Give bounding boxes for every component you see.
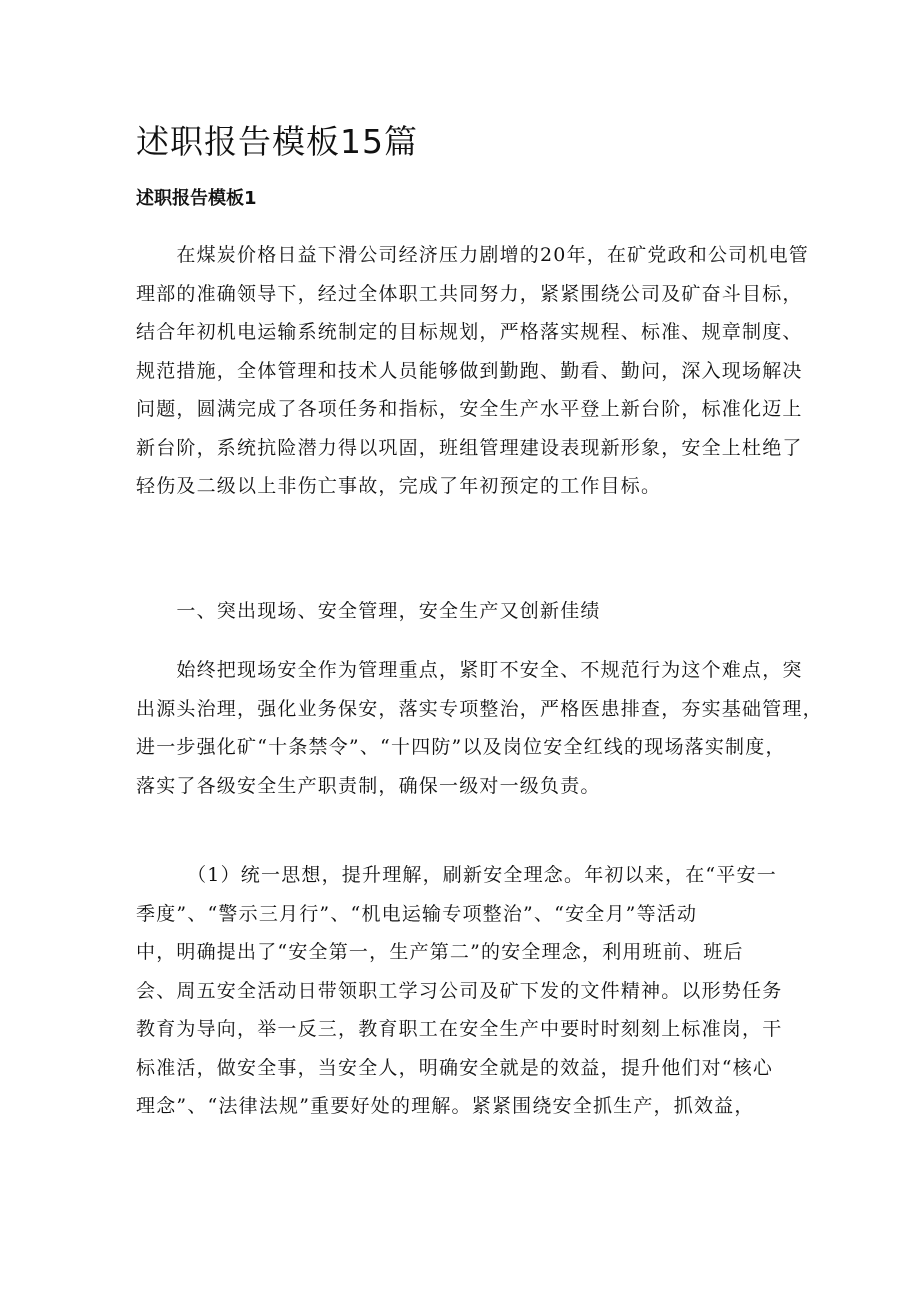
paragraph-line: 落实了各级安全生产职责制，确保一级对一级负责。 [136,774,601,797]
document-subtitle: 述职报告模板1 [136,188,257,209]
paragraph-line: 规范措施，全体管理和技术人员能够做到勤跑、勤看、勤问，深入现场解决 [136,359,803,382]
paragraph-line: 季度”、“警示三月行”、“机电运输专项整治”、“安全月”等活动 [136,902,698,925]
paragraph-line: 中，明确提出了“安全第一，生产第二”的安全理念，利用班前、班后 [136,941,744,963]
paragraph-line: 新台阶，系统抗险潜力得以巩固，班组管理建设表现新形象，安全上杜绝了 [136,436,803,459]
paragraph-line: 理部的准确领导下，经过全体职工共同努力，紧紧围绕公司及矿奋斗目标， [136,282,803,305]
paragraph-line: 出源头治理，强化业务保安，落实专项整治，严格医患排查，夯实基础管理， [136,697,823,720]
paragraph-line: 问题，圆满完成了各项任务和指标，安全生产水平登上新台阶，标准化迈上 [136,398,803,420]
paragraph-item-1 [136,856,782,1126]
section-heading-text: 一、突出现场、安全管理，安全生产又创新佳绩 [136,600,601,622]
paragraph-line: 理念”、“法律法规”重要好处的理解。紧紧围绕安全抓生产，抓效益， [136,1095,755,1117]
paragraph-line: （1）统一思想，提升理解，刷新安全理念。年初以来，在“平安一 [136,864,777,886]
paragraph-line: 始终把现场安全作为管理重点，紧盯不安全、不规范行为这个难点，突 [136,659,803,681]
paragraph-safety [136,651,823,805]
paragraph-line: 轻伤及二级以上非伤亡事故，完成了年初预定的工作目标。 [136,475,662,497]
paragraph-line: 进一步强化矿“十条禁令”、“十四防”以及岗位安全红线的现场落实制度， [136,736,786,758]
section-heading [136,592,601,631]
paragraph-line: 会、周五安全活动日带领职工学习公司及矿下发的文件精神。以形势任务 [136,979,783,1002]
paragraph-line: 结合年初机电运输系统制定的目标规划，严格落实规程、标准、规章制度、 [136,321,803,343]
paragraph-line: 在煤炭价格日益下滑公司经济压力剧增的20年，在矿党政和公司机电管 [136,244,809,266]
document-title: 述职报告模板15篇 [136,122,418,161]
paragraph-line: 标准活，做安全事，当安全人，明确安全就是的效益，提升他们对“核心 [136,1056,774,1079]
paragraph-intro [136,236,809,506]
paragraph-line: 教育为导向，举一反三，教育职工在安全生产中要时时刻刻上标准岗，干 [136,1018,783,1040]
